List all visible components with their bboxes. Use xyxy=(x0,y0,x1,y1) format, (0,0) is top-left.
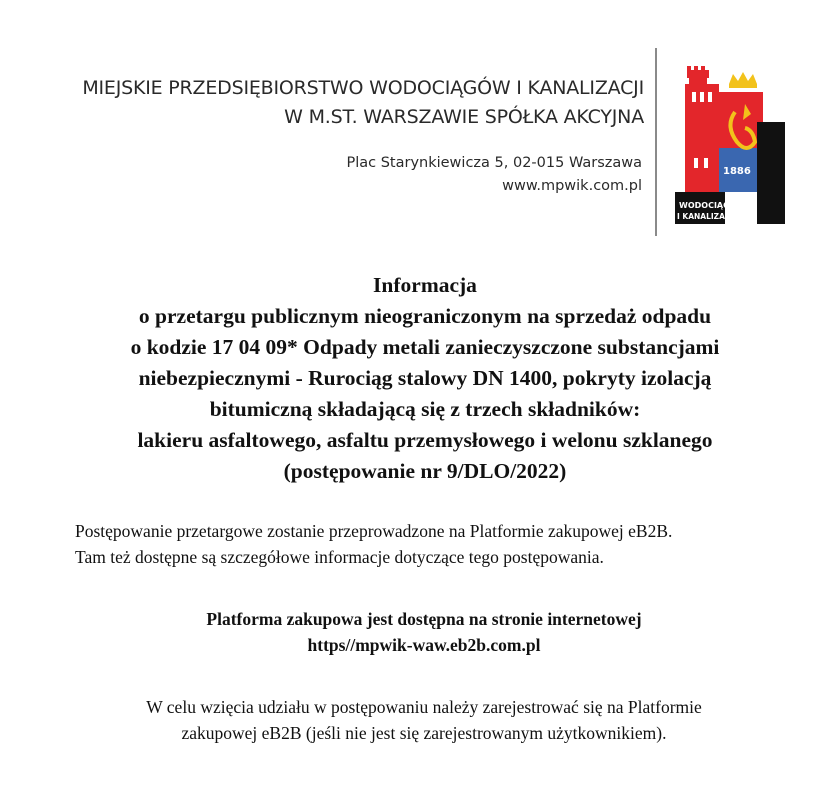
platform-url[interactable]: https//mpwik-waw.eb2b.com.pl xyxy=(307,635,541,655)
paragraph-line: W celu wzięcia udziału w postępowaniu należy zarejestrować się na Platformie xyxy=(146,697,702,717)
company-contact xyxy=(300,152,642,198)
title-line: niebezpiecznymi - Rurociąg stalowy DN 1400, pokryty izolacją xyxy=(138,366,712,390)
title-line: Informacja xyxy=(373,273,477,297)
paragraph-line: Platforma zakupowa jest dostępna na stronie internetowej xyxy=(206,609,642,629)
logo-year: 1886 xyxy=(723,166,751,177)
title-line: (postępowanie nr 9/DLO/2022) xyxy=(283,459,567,483)
company-address: Plac Starynkiewicza 5, 02-015 Warszawa xyxy=(346,155,642,171)
crown-icon xyxy=(729,72,757,88)
company-website[interactable]: www.mpwik.com.pl xyxy=(502,178,642,194)
title-line: o kodzie 17 04 09* Odpady metali zanieczyszczone substancjami xyxy=(130,335,720,359)
paragraph-line: Tam też dostępne są szczegółowe informacje dotyczące tego postępowania. xyxy=(75,547,604,567)
document-title xyxy=(20,270,830,487)
header-divider xyxy=(655,48,657,236)
paragraph-registration xyxy=(0,694,830,746)
logo-text-line-1: WODOCIĄGI xyxy=(679,201,733,210)
paragraph-platform-info xyxy=(75,518,795,570)
title-line: lakieru asfaltowego, asfaltu przemysłowego i welonu szklanego xyxy=(137,428,713,452)
company-name xyxy=(70,74,644,132)
paragraph-line: Postępowanie przetargowe zostanie przeprowadzone na Platformie zakupowej eB2B. xyxy=(75,521,673,541)
company-name-line-1: MIEJSKIE PRZEDSIĘBIORSTWO WODOCIĄGÓW I KANALIZACJI xyxy=(82,77,644,99)
title-line: o przetargu publicznym nieograniczonym na sprzedaż odpadu xyxy=(138,304,712,328)
company-name-line-2: W M.ST. WARSZAWIE SPÓŁKA AKCYJNA xyxy=(284,106,644,128)
logo-text-line-2: I KANALIZACJA xyxy=(677,212,740,221)
paragraph-platform-address xyxy=(0,606,830,658)
paragraph-line: zakupowej eB2B (jeśli nie jest się zarejestrowanym użytkownikiem). xyxy=(181,723,667,743)
title-line: bitumiczną składającą się z trzech składników: xyxy=(209,397,641,421)
tower-icon xyxy=(685,66,719,192)
company-logo xyxy=(675,62,785,224)
shield-icon xyxy=(719,92,763,192)
